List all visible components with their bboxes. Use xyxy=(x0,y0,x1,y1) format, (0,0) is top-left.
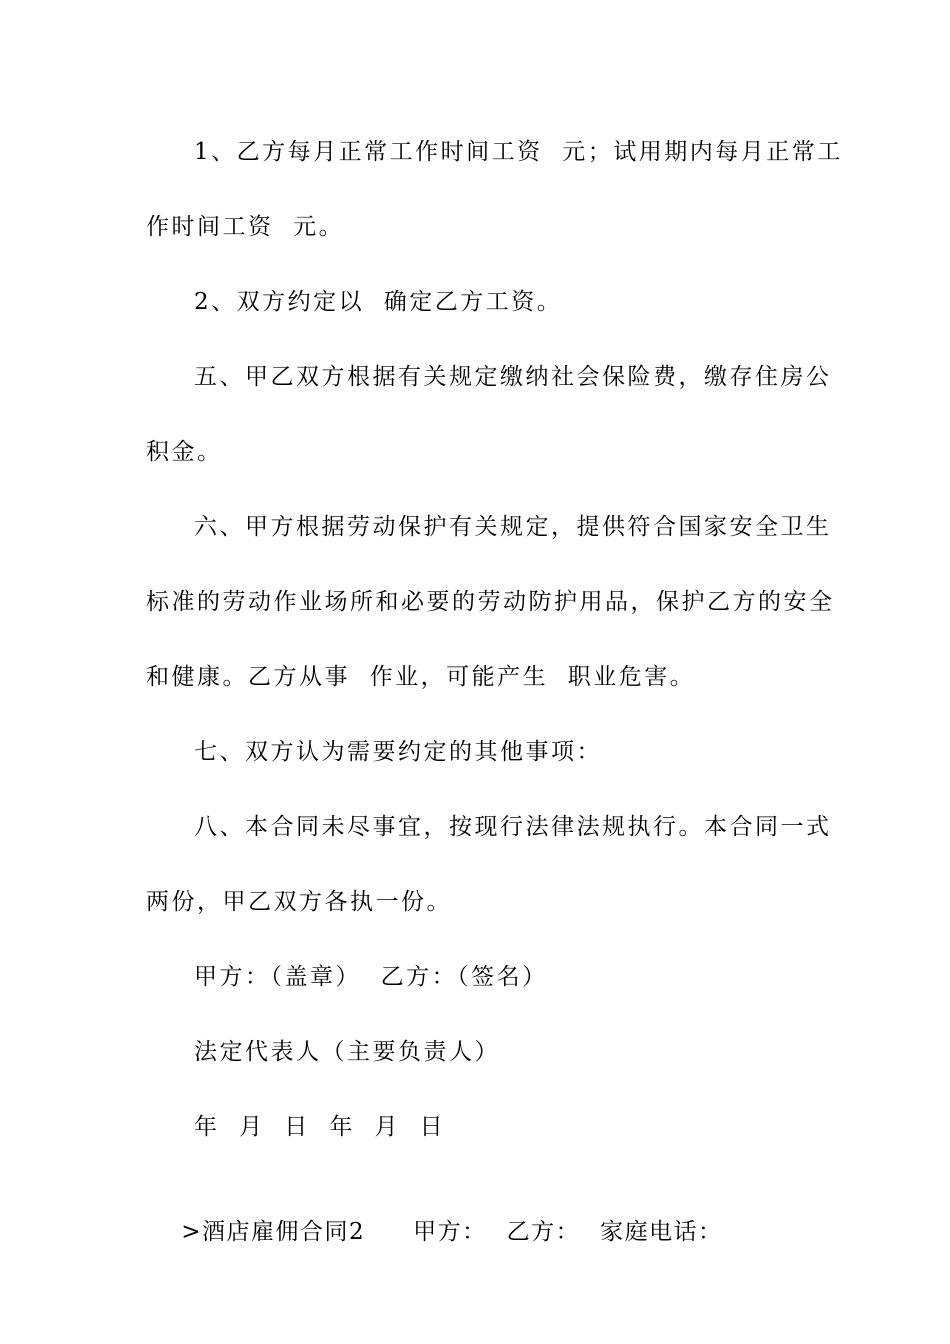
paragraph-copies-line-1: 八、本合同未尽事宜，按现行法律法规执行。本合同一式 xyxy=(194,814,832,840)
paragraph-wage-basis: 2、双方约定以 确定乙方工资。 xyxy=(194,289,563,315)
paragraph-safety-line-3: 和健康。乙方从事 作业，可能产生 职业危害。 xyxy=(146,664,696,690)
footer-next-contract xyxy=(146,1187,723,1277)
footer-party-b: 乙方： xyxy=(506,1219,581,1245)
signature-parties: 甲方：（盖章） 乙方：（签名） xyxy=(194,964,548,990)
paragraph-other-matters: 七、双方认为需要约定的其他事项： xyxy=(194,739,602,765)
paragraph-insurance-line-2: 积金。 xyxy=(146,439,223,465)
footer-phone: 家庭电话： xyxy=(600,1219,723,1245)
paragraph-copies-line-2: 两份，甲乙双方各执一份。 xyxy=(146,889,452,915)
paragraph-wage-line-2: 作时间工资 元。 xyxy=(146,214,345,240)
signature-dates: 年 月 日 年 月 日 xyxy=(194,1114,446,1140)
paragraph-insurance-line-1: 五、甲乙双方根据有关规定缴纳社会保险费，缴存住房公 xyxy=(194,364,832,390)
footer-party-a: 甲方： xyxy=(413,1219,487,1245)
paragraph-safety-line-2: 标准的劳动作业场所和必要的劳动防护用品，保护乙方的安全 xyxy=(146,589,835,615)
legal-representative: 法定代表人（主要负责人） xyxy=(194,1039,500,1065)
footer-title: >酒店雇佣合同2 xyxy=(181,1219,366,1245)
paragraph-wage-line-1: 1、乙方每月正常工作时间工资 元；试用期内每月正常工 xyxy=(194,139,843,165)
paragraph-safety-line-1: 六、甲方根据劳动保护有关规定，提供符合国家安全卫生 xyxy=(194,514,832,540)
